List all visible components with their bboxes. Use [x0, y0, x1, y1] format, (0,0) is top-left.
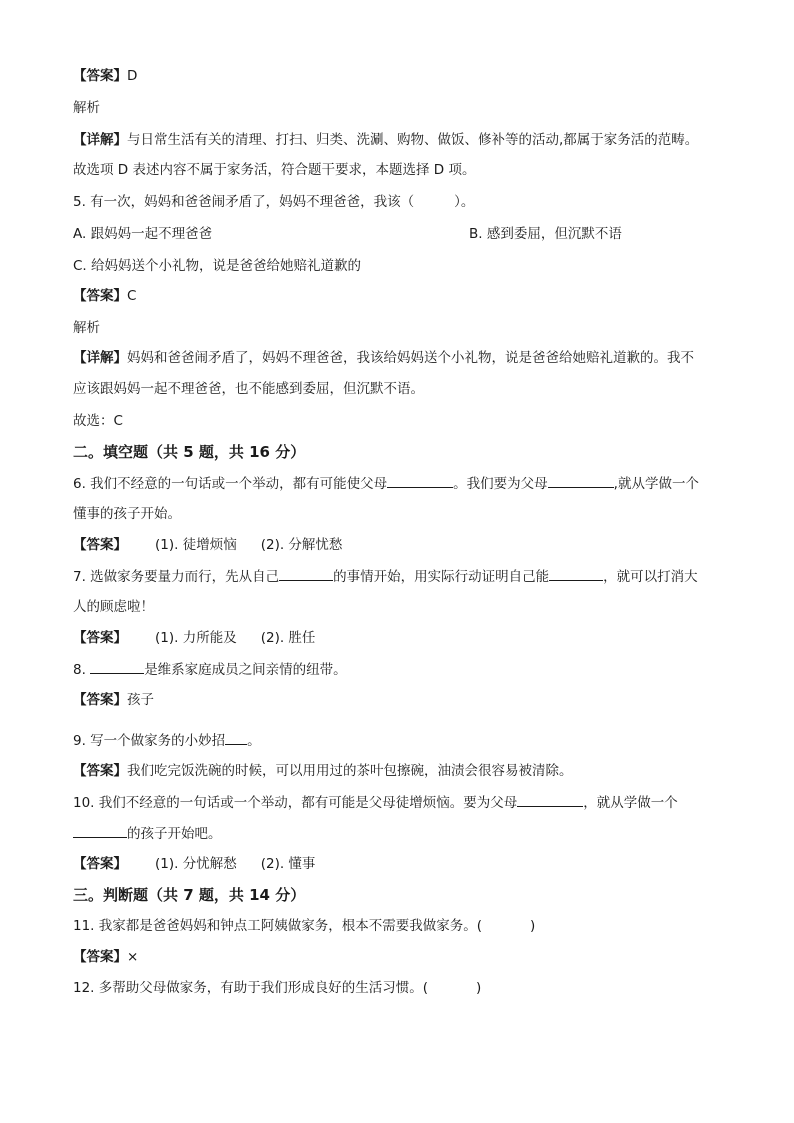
q6-stem-line2: 懂事的孩子开始。 [73, 506, 181, 522]
q6-answer-1: (1). 徒增烦恼 [155, 537, 237, 553]
q8-number: 8. [73, 662, 86, 678]
answer-label: 【答案】 [73, 537, 127, 553]
q8-text: 是维系家庭成员之间亲情的纽带。 [144, 662, 347, 678]
q6-blank-2 [548, 473, 614, 488]
q5-detail-line1 [73, 348, 694, 368]
q10-text-b: ，就从学做一个 [583, 795, 678, 811]
q7-stem-line2: 人的顾虑啦！ [73, 599, 154, 615]
q7-text-b: 的事情开始，用实际行动证明自己能 [333, 569, 550, 585]
q11-stem [73, 916, 535, 936]
q6-text-c: ,就从学做一个 [613, 476, 699, 492]
q5-option-c: C. 给妈妈送个小礼物，说是爸爸给她赔礼道歉的 [73, 258, 362, 274]
q7-blank-2 [549, 566, 603, 581]
q5-stem-text: 5. 有一次，妈妈和爸爸闹矛盾了，妈妈不理爸爸，我该（ [73, 194, 415, 210]
q6-blank-1 [387, 473, 453, 488]
answer-label: 【答案】 [73, 68, 127, 84]
q4-answer [73, 66, 137, 86]
q10-answer [73, 854, 315, 874]
q11-text: 11. 我家都是爸爸妈妈和钟点工阿姨做家务，根本不需要我做家务。( [73, 918, 483, 934]
q7-answer-1: (1). 力所能及 [155, 630, 237, 646]
q10-answer-1: (1). 分忧解愁 [155, 856, 237, 872]
q4-detail-line1 [73, 130, 698, 150]
q4-answer-value: D [127, 68, 138, 84]
q8-answer-value: 孩子 [127, 692, 154, 708]
q7-blank-1 [279, 566, 333, 581]
q12-stem [73, 978, 481, 998]
q5-option-b: B. 感到委屈，但沉默不语 [469, 226, 622, 242]
answer-label: 【答案】 [73, 949, 127, 965]
detail-label: 【详解】 [73, 132, 127, 148]
q5-detail-line2: 应该跟妈妈一起不理爸爸，也不能感到委屈，但沉默不语。 [73, 381, 424, 397]
q8-answer [73, 690, 154, 710]
q7-text-a: 7. 选做家务要量力而行，先从自己 [73, 569, 280, 585]
q5-detail-text: 妈妈和爸爸闹矛盾了，妈妈不理爸爸，我该给妈妈送个小礼物，说是爸爸给她赔礼道歉的。我不 [127, 350, 694, 366]
q7-answer [73, 628, 315, 648]
q6-text-a: 6. 我们不经意的一句话或一个举动，都有可能使父母 [73, 476, 388, 492]
detail-label: 【详解】 [73, 350, 127, 366]
q7-text-c: ，就可以打消大 [603, 569, 698, 585]
q5-option-a: A. 跟妈妈一起不理爸爸 [73, 226, 213, 242]
section3-title: 三。判断题（共 7 题，共 14 分） [73, 886, 306, 904]
q5-stem [73, 192, 474, 212]
q7-answer-2: (2). 胜任 [260, 630, 316, 646]
q8-stem [73, 659, 347, 680]
q9-text: 9. 写一个做家务的小妙招 [73, 733, 226, 749]
q6-answer [73, 535, 342, 555]
q9-stem [73, 730, 261, 751]
q5-answer-value: C [127, 288, 137, 304]
q4-detail-text: 与日常生活有关的清理、打扫、归类、洗涮、购物、做饭、修补等的活动,都属于家务活的范畴。 [127, 132, 699, 148]
q7-stem-line1 [73, 566, 698, 587]
q10-text-c: 的孩子开始吧。 [127, 826, 222, 842]
q6-stem-line1 [73, 473, 699, 494]
q9-text-end: 。 [247, 733, 261, 749]
q12-text-end: ) [476, 980, 482, 996]
section2-title: 二。填空题（共 5 题，共 16 分） [73, 443, 306, 461]
q10-answer-2: (2). 懂事 [260, 856, 316, 872]
q5-options-ab [73, 224, 713, 244]
q9-answer-value: 我们吃完饭洗碗的时候，可以用用过的茶叶包擦碗，油渍会很容易被清除。 [127, 763, 573, 779]
q4-analysis-label: 解析 [73, 100, 100, 116]
q6-text-b: 。我们要为父母 [453, 476, 548, 492]
q12-text: 12. 多帮助父母做家务，有助于我们形成良好的生活习惯。( [73, 980, 429, 996]
answer-label: 【答案】 [73, 288, 127, 304]
q9-answer [73, 761, 573, 781]
q10-blank-2 [73, 823, 127, 838]
q10-blank-1 [517, 792, 583, 807]
q8-blank [90, 659, 144, 674]
q5-analysis-label: 解析 [73, 320, 100, 336]
q10-stem-line1 [73, 792, 678, 813]
q5-conclusion: 故选：C [73, 413, 123, 429]
answer-label: 【答案】 [73, 763, 127, 779]
q9-blank [225, 730, 247, 745]
answer-label: 【答案】 [73, 856, 127, 872]
q11-answer [73, 947, 138, 967]
answer-label: 【答案】 [73, 630, 127, 646]
q6-answer-2: (2). 分解忧愁 [260, 537, 343, 553]
q4-detail-line2: 故选项 D 表述内容不属于家务活，符合题干要求，本题选择 D 项。 [73, 162, 476, 178]
q11-answer-value: × [127, 949, 139, 965]
answer-label: 【答案】 [73, 692, 127, 708]
q11-text-end: ) [530, 918, 536, 934]
q5-answer [73, 286, 136, 306]
q10-text-a: 10. 我们不经意的一句话或一个举动，都有可能是父母徒增烦恼。要为父母 [73, 795, 518, 811]
q10-stem-line2 [73, 823, 222, 844]
q5-stem-end: ）。 [454, 194, 475, 210]
